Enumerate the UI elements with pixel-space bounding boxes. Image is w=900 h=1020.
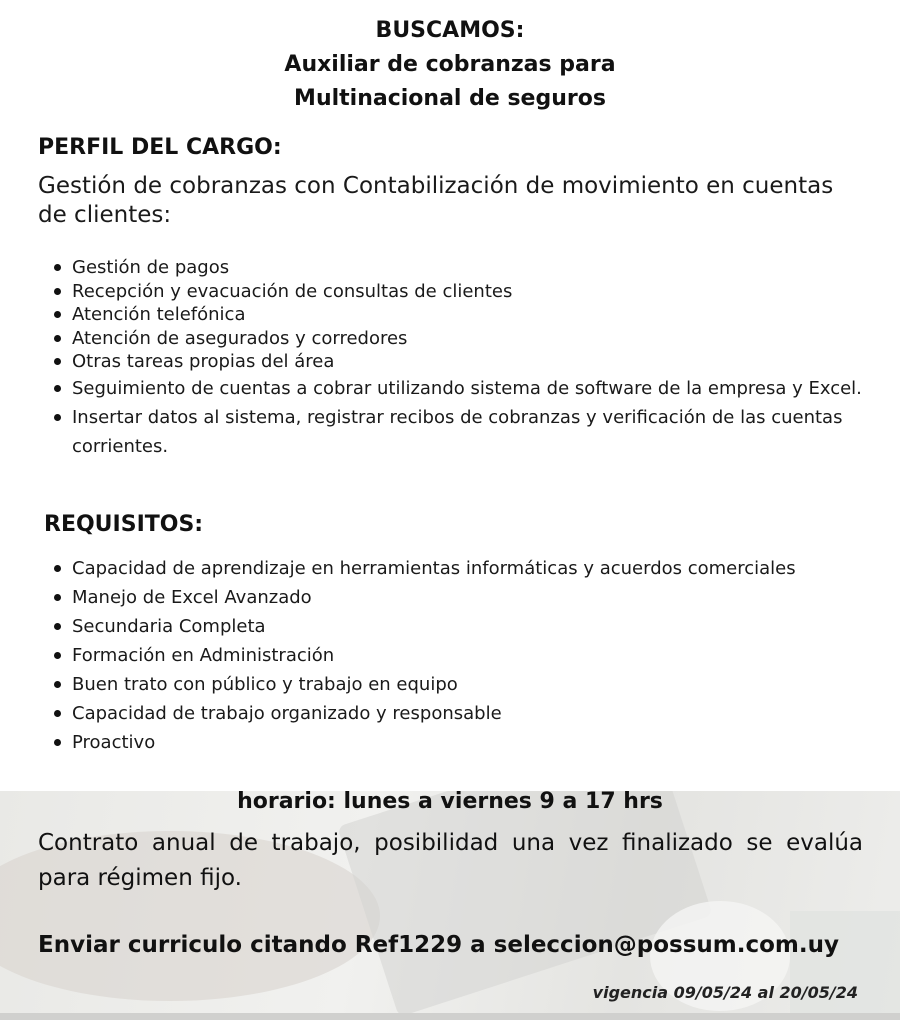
requirements-list <box>48 554 863 757</box>
photo-note-shape <box>790 911 900 1020</box>
list-item: Proactivo <box>48 728 863 757</box>
list-item: Capacidad de aprendizaje en herramientas informáticas y acuerdos comerciales <box>48 554 863 583</box>
requisitos-title: REQUISITOS: <box>44 512 204 537</box>
list-item: Gestión de pagos <box>48 256 863 280</box>
list-item: Secundaria Completa <box>48 612 863 641</box>
schedule-text: horario: lunes a viernes 9 a 17 hrs <box>237 789 663 814</box>
list-item: Atención telefónica <box>48 303 863 327</box>
list-item: Seguimiento de cuentas a cobrar utilizando sistema de software de la empresa y Excel. <box>48 374 863 403</box>
perfil-intro: Gestión de cobranzas con Contabilización de movimiento en cuentas de clientes: <box>38 173 834 228</box>
list-item: Formación en Administración <box>48 641 863 670</box>
validity-dates: vigencia 09/05/24 al 20/05/24 <box>592 983 858 1002</box>
apply-instructions: Enviar curriculo citando Ref1229 a seleccion@possum.com.uy <box>38 932 839 958</box>
header-buscamos: BUSCAMOS: <box>375 18 525 43</box>
list-item: Manejo de Excel Avanzado <box>48 583 863 612</box>
list-item: Recepción y evacuación de consultas de clientes <box>48 280 863 304</box>
list-item: Capacidad de trabajo organizado y responsable <box>48 699 863 728</box>
perfil-title: PERFIL DEL CARGO: <box>38 135 282 160</box>
bottom-strip <box>0 1013 900 1020</box>
header-company: Multinacional de seguros <box>294 86 606 111</box>
list-item: Buen trato con público y trabajo en equipo <box>48 670 863 699</box>
list-item: Otras tareas propias del área <box>48 350 863 374</box>
header-job-title: Auxiliar de cobranzas para <box>284 52 616 77</box>
contract-text: Contrato anual de trabajo, posibilidad una vez finalizado se evalúa para régimen fijo. <box>38 830 863 891</box>
list-item: Atención de asegurados y corredores <box>48 327 863 351</box>
list-item: Insertar datos al sistema, registrar recibos de cobranzas y verificación de las cuentas corrientes. <box>48 403 863 461</box>
tasks-list <box>48 256 863 461</box>
